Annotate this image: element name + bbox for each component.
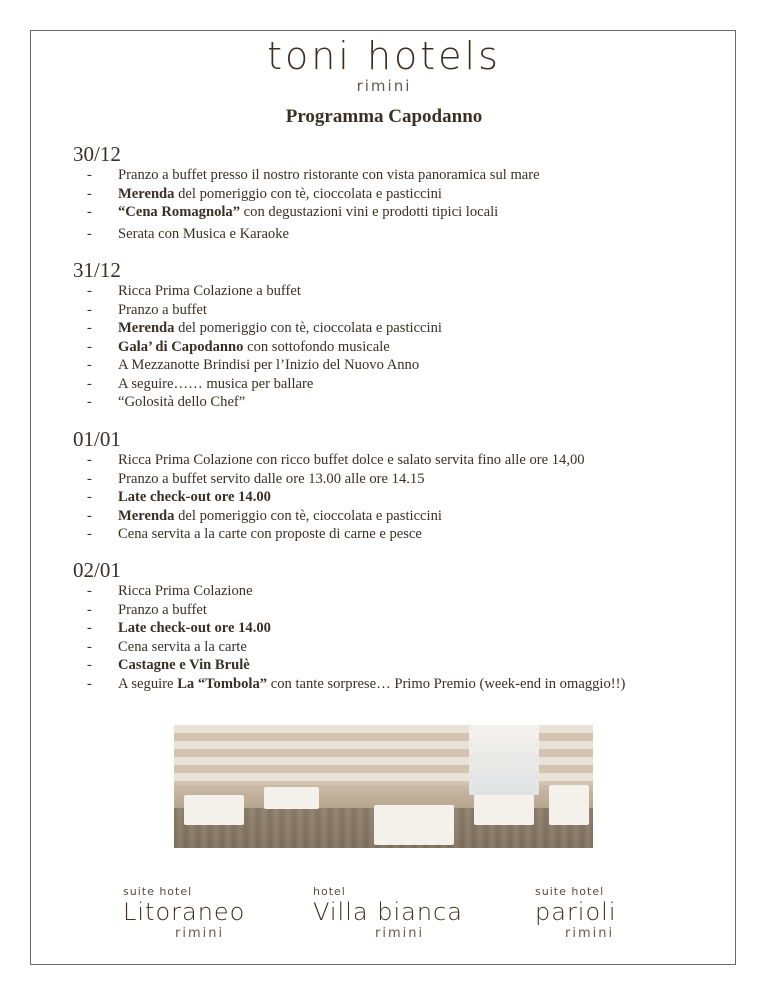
list-item: - “Golosità dello Chef” [87,394,246,410]
list-item: - A Mezzanotte Brindisi per l’Inizio del Nuovo Anno [87,357,420,373]
list-item: - Cena servita a la carte [87,638,247,655]
list-item: - Serata con Musica e Karaoke [87,225,289,242]
footer-logo-villa-bianca: hotel Villa bianca rimini [313,885,463,941]
list-item: - Merenda del pomeriggio con tè, cioccolata e pasticcini [87,185,442,202]
list-item: - Ricca Prima Colazione a buffet [87,283,301,299]
day-section-3112 [73,257,703,412]
footer-logo-parioli: suite hotel parioli rimini [535,885,617,941]
list-item: - Cena servita a la carte con proposte di carne e pesce [87,526,422,542]
restaurant-photo [174,725,593,848]
day-section-3012 [73,141,703,243]
page-title: Programma Capodanno [285,106,483,127]
list-item: - “Cena Romagnola” con degustazioni vini e prodotti tipici locali [87,204,499,220]
brand-city: rimini [356,77,412,95]
day-section-0101 [73,426,703,544]
list-item: - A seguire La “Tombola” con tante sorprese… Primo Premio (week-end in omaggio!!) [87,675,626,692]
list-item: - Late check-out ore 14.00 [87,620,271,636]
day-date: 30/12 [73,142,121,166]
brand-logo: toni hotels [267,34,501,78]
list-item: - Ricca Prima Colazione [87,583,253,599]
day-section-0201 [73,557,703,693]
day-date: 02/01 [73,558,121,582]
list-item: - A seguire…… musica per ballare [87,375,314,392]
list-item: - Castagne e Vin Brulè [87,657,250,673]
list-item: - Gala’ di Capodanno con sottofondo musicale [87,338,390,355]
list-item: - Merenda del pomeriggio con tè, cioccolata e pasticcini [87,507,442,524]
day-date: 31/12 [73,258,121,282]
list-item: - Late check-out ore 14.00 [87,489,271,505]
day-date: 01/01 [73,427,121,451]
list-item: - Merenda del pomeriggio con tè, cioccolata e pasticcini [87,320,442,336]
list-item: - Pranzo a buffet [87,301,207,318]
list-item: - Pranzo a buffet [87,601,207,618]
list-item: - Pranzo a buffet presso il nostro ristorante con vista panoramica sul mare [87,167,540,183]
list-item: - Pranzo a buffet servito dalle ore 13.00 alle ore 14.15 [87,470,425,487]
list-item: - Ricca Prima Colazione con ricco buffet dolce e salato servita fino alle ore 14,00 [87,452,585,468]
footer-logo-litoraneo: suite hotel Litoraneo rimini [123,885,246,941]
